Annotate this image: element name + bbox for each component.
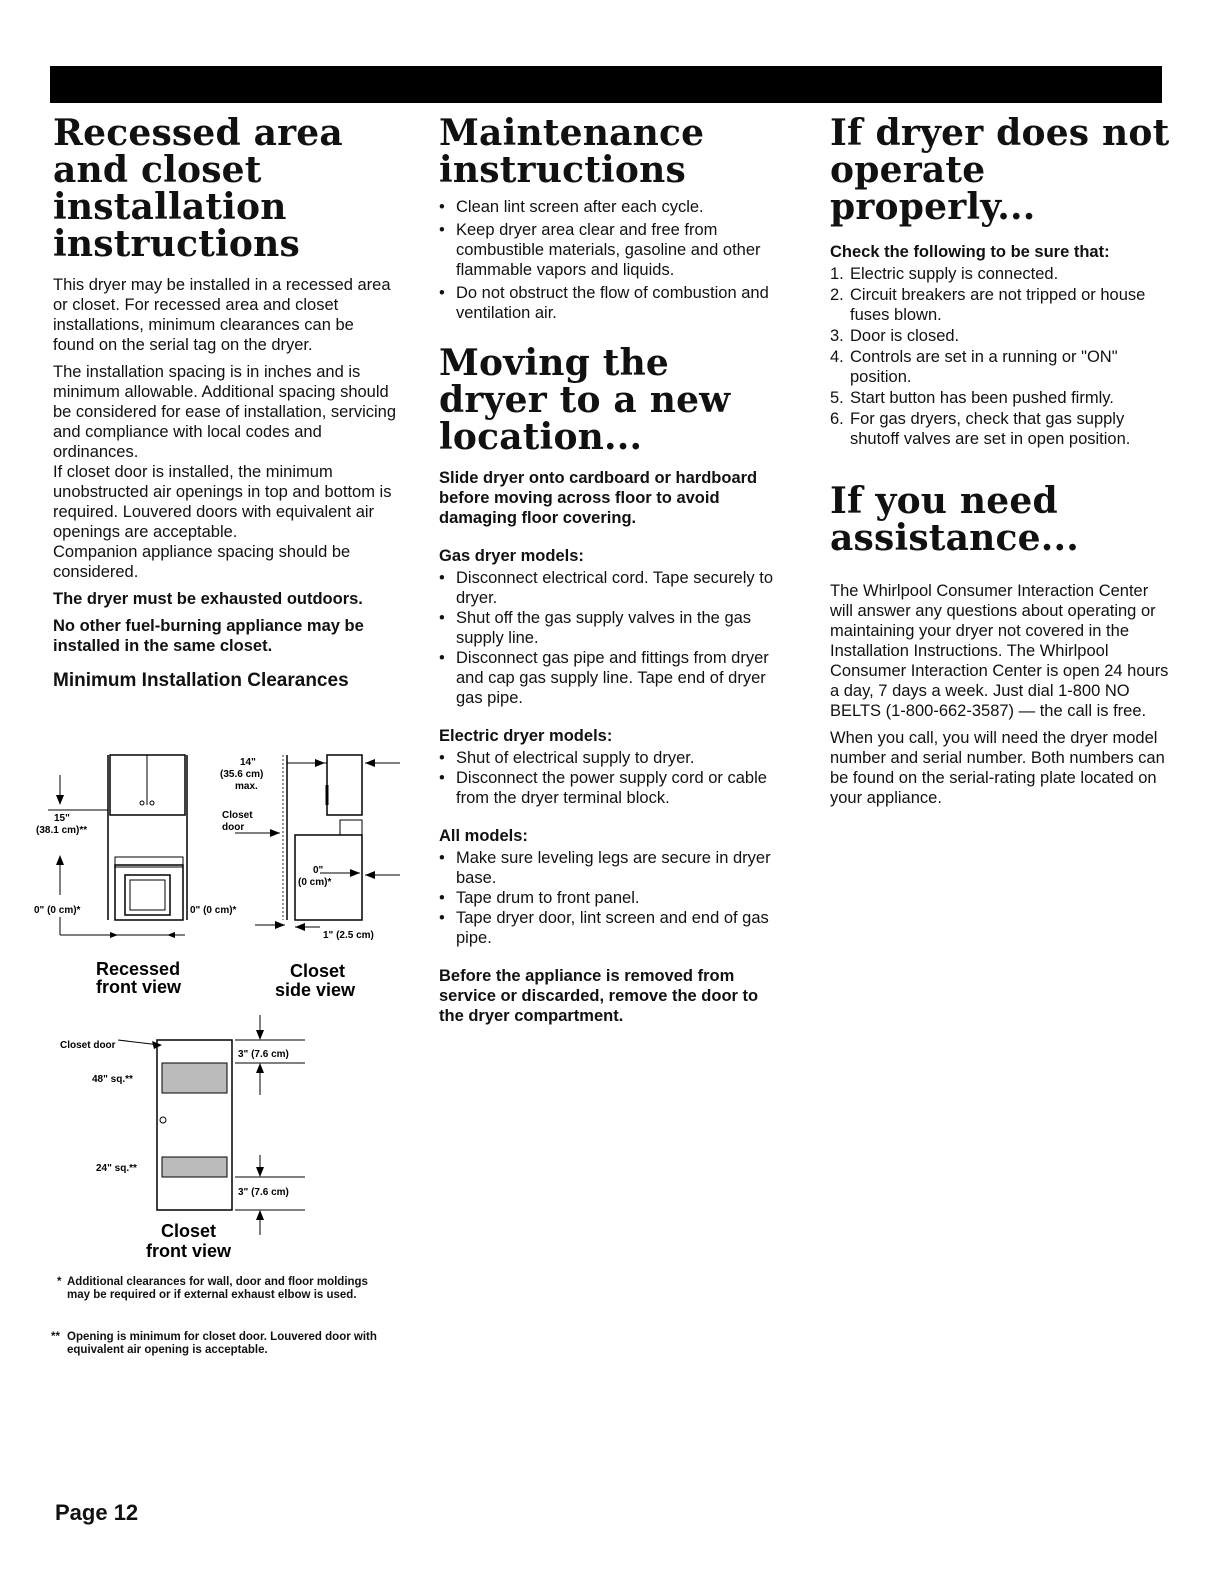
list-item: • Disconnect electrical cord. Tape securely to dryer. — [439, 568, 784, 608]
list-item: 1. Electric supply is connected. — [830, 265, 1059, 283]
check-list — [830, 264, 1175, 449]
caption-closet-2: side view — [275, 980, 356, 1000]
label-14: 14" — [240, 757, 256, 768]
maintenance-list — [439, 197, 784, 323]
all-models-list — [439, 848, 784, 948]
label-15: 15" — [54, 813, 70, 824]
assistance-paragraph-2: When you call, you will need the dryer model number and serial number. Both numbers can be found on the serial-rating plate located on your appliance. — [830, 729, 1165, 807]
label-closet-door: Closet door — [60, 1040, 116, 1051]
check-heading: Check the following to be sure that: — [830, 243, 1110, 261]
caption-closet-1: Closet — [290, 961, 346, 981]
clearance-diagrams — [30, 745, 410, 1265]
list-item: 4. Controls are set in a running or "ON" position. — [830, 348, 1118, 386]
label-closet: Closet — [222, 810, 253, 821]
disposal-warning: Before the appliance is removed from service or discarded, remove the door to the dryer compartment. — [439, 967, 759, 1025]
header-bar — [50, 66, 1162, 103]
label-0-side: 0" — [313, 865, 324, 876]
recessed-paragraph-2: The installation spacing is in inches and is minimum allowable. Additional spacing should be considered for ease of installation, servicing and compliance with local codes and ordinances. — [53, 363, 397, 461]
caption-recessed-2: front view — [96, 977, 182, 997]
footnote-2-mark: ** — [51, 1331, 60, 1343]
moving-intro: Slide dryer onto cardboard or hardboard before moving across floor to avoid damaging floor covering. — [439, 469, 758, 527]
electric-models-heading: Electric dryer models: — [439, 727, 613, 745]
footnote-1 — [57, 1276, 387, 1302]
list-item: • Do not obstruct the flow of combustion and ventilation air. — [439, 283, 784, 323]
recessed-section — [53, 112, 398, 698]
list-item: • Clean lint screen after each cycle. — [439, 197, 784, 217]
list-item: 2. Circuit breakers are not tripped or house fuses blown. — [830, 286, 1146, 324]
electric-models-list — [439, 748, 784, 808]
label-3-top: 3" (7.6 cm) — [238, 1049, 289, 1060]
list-item: • Disconnect gas pipe and fittings from dryer and cap gas supply line. Tape end of dryer gas pipe. — [439, 648, 784, 708]
list-item: • Disconnect the power supply cord or cable from the dryer terminal block. — [439, 768, 784, 808]
troubleshoot-assistance-column — [830, 112, 1175, 815]
assistance-title: If you need assistance... — [830, 480, 1079, 559]
footnote-2-text: Opening is minimum for closet door. Louvered door with equivalent air opening is acceptable. — [67, 1331, 377, 1356]
footnote-1-mark: * — [57, 1276, 62, 1288]
label-15-cm: (38.1 cm)** — [36, 825, 88, 836]
list-item: • Keep dryer area clear and free from combustible materials, gasoline and other flammable vapors and liquids. — [439, 220, 784, 280]
label-24: 24" sq.** — [96, 1163, 137, 1174]
list-item: 3. Door is closed. — [830, 327, 960, 345]
list-item: • Make sure leveling legs are secure in dryer base. — [439, 848, 784, 888]
list-item: • Shut off the gas supply valves in the gas supply line. — [439, 608, 784, 648]
footnote-2 — [51, 1331, 387, 1357]
label-door: door — [222, 822, 245, 833]
exhaust-warning: The dryer must be exhausted outdoors. — [53, 590, 363, 608]
label-1: 1" (2.5 cm) — [323, 930, 374, 941]
closet-side-view — [220, 755, 400, 1000]
recessed-title: Recessed area and closet installation instructions — [53, 112, 343, 265]
list-item: • Tape drum to front panel. — [439, 888, 784, 908]
gas-models-list — [439, 568, 784, 708]
label-0-side-cm: (0 cm)* — [298, 877, 332, 888]
label-max: max. — [235, 781, 258, 792]
clearances-title: Minimum Installation Clearances — [53, 670, 349, 691]
label-0-left: 0" (0 cm)* — [34, 905, 81, 916]
assistance-paragraph-1: The Whirlpool Consumer Interaction Center will answer any questions about operating or maintaining your dryer not covered in the Installation Instructions. The Whirlpool Consumer Interaction Center is open 24 hours a day, 7 days a week. Just dial 1-800 NO BELTS (1-800-662-3587) — the call is free. — [830, 582, 1169, 720]
footnote-1-text: Additional clearances for wall, door and floor moldings may be required or if external exhaust elbow is used. — [67, 1276, 368, 1301]
caption-recessed-1: Recessed — [96, 959, 181, 979]
moving-title: Moving the dryer to a new location... — [439, 342, 731, 458]
fuel-warning: No other fuel-burning appliance may be installed in the same closet. — [53, 617, 364, 655]
recessed-front-view — [34, 755, 237, 997]
label-48: 48" sq.** — [92, 1074, 133, 1085]
troubleshoot-title: If dryer does not operate properly... — [830, 112, 1170, 228]
label-14-cm: (35.6 cm) — [220, 769, 264, 780]
list-item: 6. For gas dryers, check that gas supply shutoff valves are set in open position. — [830, 410, 1131, 448]
closet-front-view — [60, 1015, 305, 1261]
maintenance-moving-column — [439, 112, 784, 1036]
recessed-paragraph-1: This dryer may be installed in a recessed area or closet. For recessed area and closet installations, minimum clearances can be found on the serial tag on the dryer. — [53, 276, 391, 354]
all-models-heading: All models: — [439, 827, 528, 845]
list-item: 5. Start button has been pushed firmly. — [830, 389, 1114, 407]
list-item: • Tape dryer door, lint screen and end of gas pipe. — [439, 908, 784, 948]
label-0-mid: 0" (0 cm)* — [190, 905, 237, 916]
caption-front-2: front view — [146, 1241, 232, 1261]
maintenance-title: Maintenance instructions — [439, 112, 705, 191]
label-3-bottom: 3" (7.6 cm) — [238, 1187, 289, 1198]
caption-front-1: Closet — [161, 1221, 217, 1241]
gas-models-heading: Gas dryer models: — [439, 547, 584, 565]
recessed-paragraph-4: Companion appliance spacing should be considered. — [53, 543, 351, 581]
list-item: • Shut of electrical supply to dryer. — [439, 748, 784, 768]
page-number: Page 12 — [55, 1500, 139, 1525]
recessed-paragraph-3: If closet door is installed, the minimum unobstructed air openings in top and bottom is required. Louvered doors with equivalent air openings are acceptable. — [53, 463, 392, 541]
